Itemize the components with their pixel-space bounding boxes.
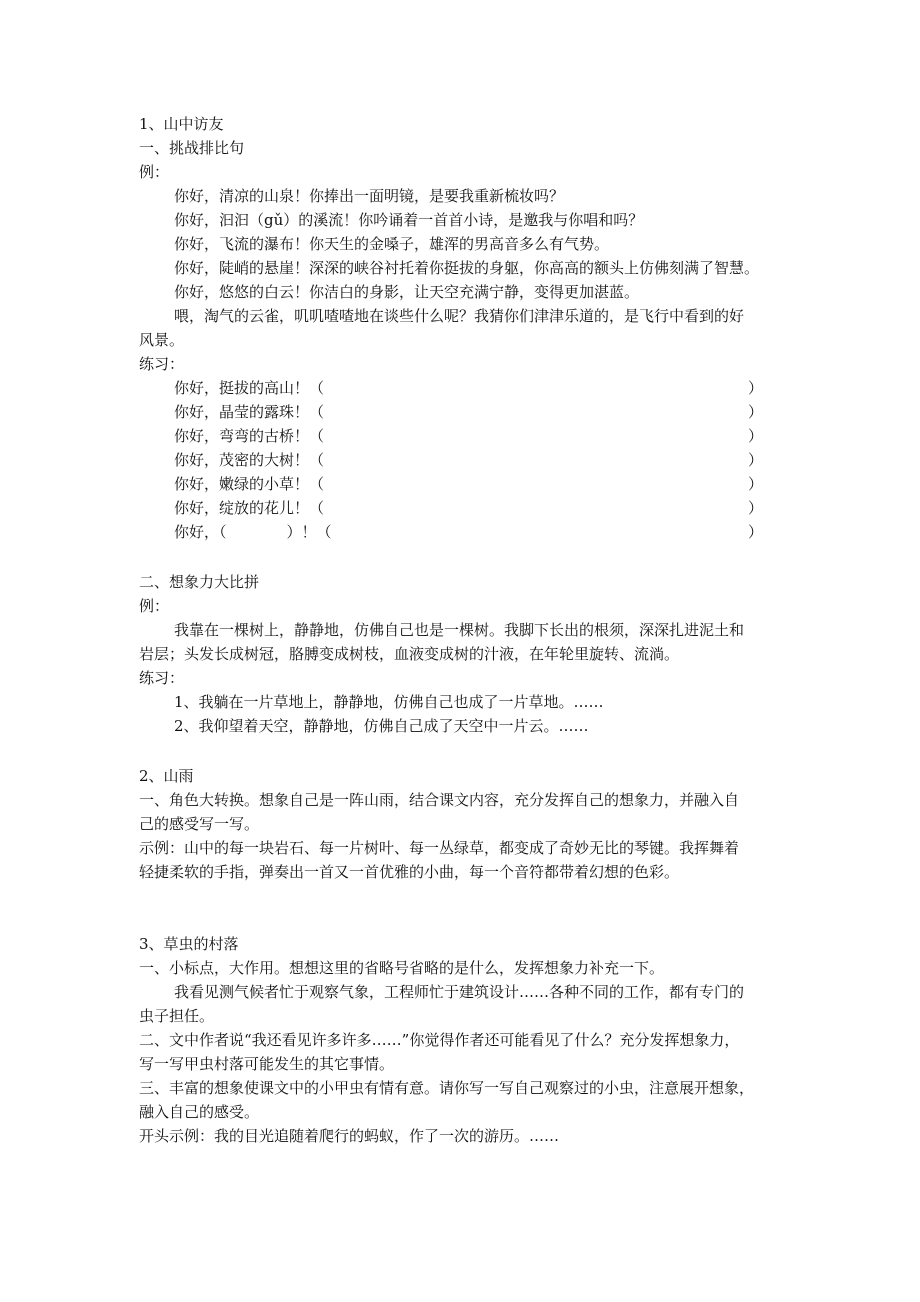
practice-line: 你好，嫩绿的小草！（ xyxy=(174,475,325,493)
paragraph-line: 写一写甲虫村落可能发生的其它事情。 xyxy=(139,1055,395,1073)
section-3-title: 3、草虫的村落 xyxy=(139,935,239,953)
example-label: 例： xyxy=(139,597,170,615)
example-line: 你好，汩汩（gǔ）的溪流！你吟诵着一首首小诗，是邀我与你唱和吗？ xyxy=(174,211,644,229)
example-line: 你好，清凉的山泉！你捧出一面明镜，是要我重新梳妆吗？ xyxy=(174,187,565,205)
paragraph-line: 开头示例：我的目光追随着爬行的蚂蚁，作了一次的游历。…… xyxy=(139,1127,560,1145)
practice-line: 你好，（ ）！（ xyxy=(174,523,332,541)
quote-line-continued: 虫子担任。 xyxy=(139,1007,215,1025)
practice-label: 练习： xyxy=(139,669,185,687)
close-paren: ） xyxy=(748,523,764,541)
paragraph-line: 示例：山中的每一块岩石、每一片树叶、每一丛绿草，都变成了奇妙无比的琴键。我挥舞着 xyxy=(139,839,740,857)
paragraph-line: 一、角色大转换。想象自己是一阵山雨，结合课文内容，充分发挥自己的想象力，并融入自 xyxy=(139,791,740,809)
close-paren: ） xyxy=(748,403,764,421)
practice-line: 你好，弯弯的古桥！（ xyxy=(174,427,325,445)
section-2-title: 2、山雨 xyxy=(139,767,194,785)
close-paren: ） xyxy=(748,475,764,493)
example-line: 喂，淘气的云雀，叽叽喳喳地在谈些什么呢？我猜你们津津乐道的，是飞行中看到的好 xyxy=(174,307,745,325)
example-line-continued: 岩层；头发长成树冠，胳膊变成树枝，血液变成树的汁液，在年轮里旋转、流淌。 xyxy=(139,645,680,663)
close-paren: ） xyxy=(748,451,764,469)
example-line: 你好，悠悠的白云！你洁白的身影，让天空充满宁静，变得更加湛蓝。 xyxy=(174,283,640,301)
quote-line: 我看见测气候者忙于观察气象，工程师忙于建筑设计……各种不同的工作，都有专门的 xyxy=(174,983,745,1001)
practice-line: 你好，挺拔的高山！（ xyxy=(174,379,325,397)
practice-line: 你好，晶莹的露珠！（ xyxy=(174,403,325,421)
practice-line: 你好，绽放的花儿！（ xyxy=(174,499,325,517)
paragraph-line: 轻捷柔软的手指，弹奏出一首又一首优雅的小曲，每一个音符都带着幻想的色彩。 xyxy=(139,863,680,881)
paragraph-line: 三、丰富的想象使课文中的小甲虫有情有意。请你写一写自己观察过的小虫，注意展开想象， xyxy=(139,1079,755,1097)
section-1-title: 1、山中访友 xyxy=(139,115,224,133)
close-paren: ） xyxy=(748,427,764,445)
example-line-continued: 风景。 xyxy=(139,331,185,349)
practice-line: 1、我躺在一片草地上，静静地，仿佛自己也成了一片草地。…… xyxy=(174,693,604,711)
paragraph-line: 二、文中作者说“我还看见许多许多……”你觉得作者还可能看见了什么？充分发挥想象力， xyxy=(139,1031,740,1049)
example-line: 我靠在一棵树上，静静地，仿佛自己也是一棵树。我脚下长出的根须，深深扎进泥土和 xyxy=(174,621,745,639)
practice-line: 2、我仰望着天空，静静地，仿佛自己成了天空中一片云。…… xyxy=(174,717,589,735)
close-paren: ） xyxy=(748,379,764,397)
example-label: 例： xyxy=(139,163,170,181)
paragraph-line: 融入自己的感受。 xyxy=(139,1103,260,1121)
practice-label: 练习： xyxy=(139,355,185,373)
practice-line: 你好，茂密的大树！（ xyxy=(174,451,325,469)
close-paren: ） xyxy=(748,499,764,517)
example-line: 你好，陡峭的悬崖！深深的峡谷衬托着你挺拔的身躯，你高高的额头上仿佛刻满了智慧。 xyxy=(174,259,760,277)
paragraph-line: 一、小标点，大作用。想想这里的省略号省略的是什么，发挥想象力补充一下。 xyxy=(139,959,665,977)
paragraph-line: 己的感受写一写。 xyxy=(139,815,260,833)
part-1-title: 一、挑战排比句 xyxy=(139,139,245,157)
part-2-title: 二、想象力大比拼 xyxy=(139,573,260,591)
example-line: 你好，飞流的瀑布！你天生的金嗓子，雄浑的男高音多么有气势。 xyxy=(174,235,610,253)
